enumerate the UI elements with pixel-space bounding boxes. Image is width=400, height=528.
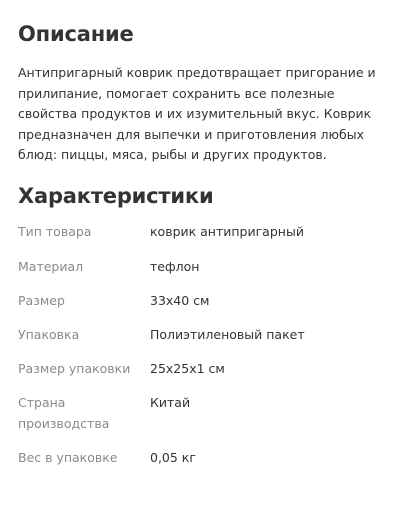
spec-label: Размер упаковки (18, 361, 131, 376)
spec-value: 0,05 кг (150, 450, 196, 465)
description-title: Описание (18, 22, 134, 46)
specs-title: Характеристики (18, 184, 214, 208)
spec-value: Полиэтиленовый пакет (150, 327, 305, 342)
spec-row-package-size (18, 359, 382, 393)
spec-row-type (18, 222, 382, 257)
specs-table (18, 222, 382, 482)
spec-row-material (18, 257, 382, 291)
spec-label: Материал (18, 259, 84, 274)
spec-label: Тип товара (18, 224, 92, 239)
spec-row-size (18, 291, 382, 325)
spec-value: коврик антипригарный (150, 224, 304, 239)
spec-row-packaging (18, 325, 382, 359)
spec-label: Вес в упаковке (18, 450, 118, 465)
spec-label: Упаковка (18, 327, 80, 342)
spec-value: тефлон (150, 259, 200, 274)
description-text: Антипригарный коврик предотвращает пригорание и прилипание, помогает сохранить все полезные свойства продуктов и их изумительный вкус. Коврик предназначен для выпечки и приготовления любых блюд: пиццы, мяса, рыбы и других продуктов. (18, 65, 376, 162)
spec-value: 33х40 см (150, 293, 210, 308)
spec-label: Страна производства (18, 395, 110, 431)
spec-row-country (18, 393, 382, 448)
spec-value: Китай (150, 395, 191, 410)
spec-value: 25х25х1 см (150, 361, 225, 376)
spec-row-weight (18, 448, 382, 482)
spec-label: Размер (18, 293, 65, 308)
